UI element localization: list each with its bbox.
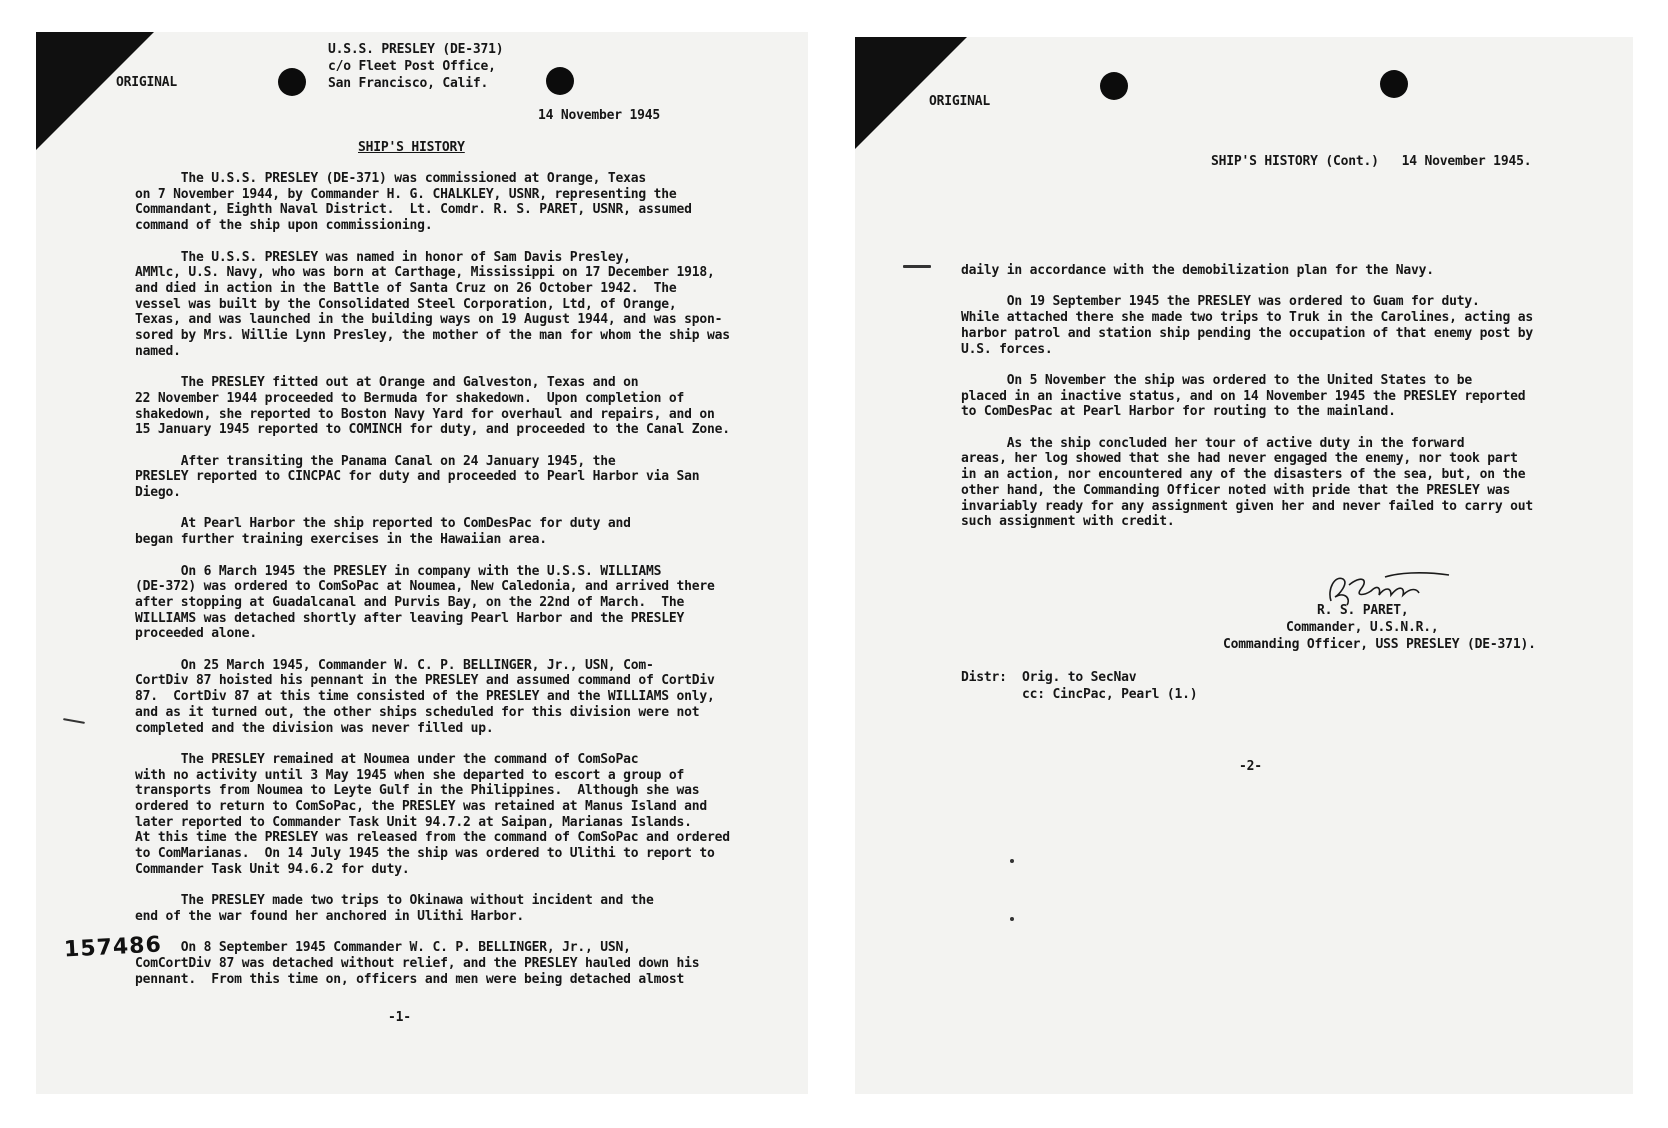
margin-mark [63,718,85,724]
body-line: in an action, nor encountered any of the disasters of the sea, but, on the [961,467,1526,483]
body-line: sored by Mrs. Willie Lynn Presley, the mother of the man for whom the ship was [135,328,730,343]
letterhead-line: c/o Fleet Post Office, [328,59,496,74]
body-line: and as it turned out, the other ships scheduled for this division were not [135,704,700,720]
body-line: Commander Task Unit 94.6.2 for duty. [135,861,410,877]
body-line: The PRESLEY fitted out at Orange and Galveston, Texas and on [135,375,639,391]
body-line: 15 January 1945 reported to COMINCH for duty, and proceeded to the Canal Zone. [135,422,730,438]
document-date: 14 November 1945 [538,108,661,123]
body-line: to ComDesPac at Pearl Harbor for routing to the mainland. [961,404,1396,420]
signature-rank: Commander, U.S.N.R., [1286,620,1439,635]
body-line: shakedown, she reported to Boston Navy Yard for overhaul and repairs, and on [135,406,715,422]
body-line: to ComMarianas. On 14 July 1945 the ship was ordered to Ulithi to report to [135,846,715,862]
body-line: U.S. forces. [961,341,1053,357]
body-line: vessel was built by the Consolidated Steel Corporation, Ltd, of Orange, [135,296,677,312]
body-line: The PRESLEY remained at Noumea under the command of ComSoPac [135,751,639,767]
punch-hole-right [1380,70,1408,98]
body-line: On 19 September 1945 the PRESLEY was ordered to Guam for duty. [961,294,1480,310]
punch-hole-left [1100,72,1128,100]
body-line: 22 November 1944 proceeded to Bermuda for shakedown. Upon completion of [135,390,685,406]
body-line: and died in action in the Battle of Santa Cruz on 26 October 1942. The [135,280,677,296]
document-title: SHIP'S HISTORY [358,140,465,155]
body-line: At this time the PRESLEY was released from the command of ComSoPac and ordered [135,830,730,846]
punch-hole-right [546,67,574,95]
body-line: ordered to return to ComSoPac, the PRESLEY was retained at Manus Island and [135,799,707,814]
body-line: On 25 March 1945, Commander W. C. P. BELLINGER, Jr., USN, Com- [135,657,654,673]
speck [1010,859,1014,863]
body-line: daily in accordance with the demobilization plan for the Navy. [961,263,1434,278]
body-line: Diego. [135,485,181,500]
distribution-line: Distr: Orig. to SecNav [961,670,1137,685]
body-line: Texas, and was launched in the building ways on 19 August 1944, and was spon- [135,312,723,328]
body-line: 87. CortDiv 87 at this time consisted of the PRESLEY and the WILLIAMS only, [135,689,715,705]
body-line: CortDiv 87 hoisted his pennant in the PRESLEY and assumed command of CortDiv [135,673,715,689]
body-line: While attached there she made two trips to Truk in the Carolines, acting as [961,310,1533,326]
body-line: areas, her log showed that she had never engaged the enemy, nor took part [961,451,1518,467]
body-line: After transiting the Panama Canal on 24 January 1945, the [135,453,616,469]
body-line: pennant. From this time on, officers and men were being detached almost [135,971,685,987]
body-line: on 7 November 1944, by Commander H. G. CHALKLEY, USNR, representing the [135,186,677,202]
body-line: end of the war found her anchored in Ulithi Harbor. [135,908,524,924]
body-line: The U.S.S. PRESLEY (DE-371) was commissioned at Orange, Texas [135,171,646,186]
body-line: The U.S.S. PRESLEY was named in honor of Sam Davis Presley, [135,249,631,265]
body-line: named. [135,343,181,359]
page-number: -1- [388,1010,411,1025]
body-line: harbor patrol and station ship pending the occupation of that enemy post by [961,325,1533,341]
body-line: On 5 November the ship was ordered to the United States to be [961,372,1472,388]
speck [1010,917,1014,921]
body-line: proceeded alone. [135,626,258,642]
body-line: command of the ship upon commissioning. [135,218,433,234]
body-line: placed in an inactive status, and on 14 November 1945 the PRESLEY reported [961,388,1526,404]
body-line: other hand, the Commanding Officer noted with pride that the PRESLEY was [961,482,1511,498]
letterhead-line: U.S.S. PRESLEY (DE-371) [328,42,504,57]
continuation-header: SHIP'S HISTORY (Cont.) 14 November 1945. [1211,154,1532,169]
body-line: completed and the division was never filled up. [135,720,494,736]
original-stamp: ORIGINAL [116,75,178,90]
original-stamp: ORIGINAL [929,94,991,109]
body-line: As the ship concluded her tour of active duty in the forward [961,435,1465,451]
body-line: AMMlc, U.S. Navy, who was born at Carthage, Mississippi on 17 December 1918, [135,265,715,281]
letterhead-line: San Francisco, Calif. [328,76,489,91]
body-line: Commandant, Eighth Naval District. Lt. Comdr. R. S. PARET, USNR, assumed [135,202,692,218]
body-line: On 8 September 1945 Commander W. C. P. BELLINGER, Jr., USN, [135,940,631,956]
page-2-body [961,262,1601,562]
document-page-1 [36,32,808,1094]
body-line: On 6 March 1945 the PRESLEY in company with the U.S.S. WILLIAMS [135,563,662,579]
body-line: The PRESLEY made two trips to Okinawa without incident and the [135,893,654,909]
body-line: PRESLEY reported to CINCPAC for duty and proceeded to Pearl Harbor via San [135,469,700,485]
body-line: began further training exercises in the Hawaiian area. [135,532,547,548]
dark-corner [36,32,154,150]
body-line: such assignment with credit. [961,514,1175,530]
document-page-2 [855,37,1633,1094]
handwritten-number: 157486 [63,932,163,963]
body-line: invariably ready for any assignment given her and never failed to carry out [961,498,1533,514]
signature-name: R. S. PARET, [1317,603,1409,618]
body-line: ComCortDiv 87 was detached without relief, and the PRESLEY hauled down his [135,956,700,971]
margin-mark [903,265,931,268]
signature-title: Commanding Officer, USS PRESLEY (DE-371). [1223,637,1536,652]
body-line: with no activity until 3 May 1945 when she departed to escort a group of [135,767,685,783]
body-line: transports from Noumea to Leyte Gulf in the Philippines. Although she was [135,783,700,799]
punch-hole-left [278,68,306,96]
distribution-line: cc: CincPac, Pearl (1.) [961,687,1198,702]
body-line: At Pearl Harbor the ship reported to ComDesPac for duty and [135,516,631,532]
body-line: WILLIAMS was detached shortly after leaving Pearl Harbor and the PRESLEY [135,610,685,626]
body-line: later reported to Commander Task Unit 94.7.2 at Saipan, Marianas Islands. [135,814,692,830]
page-1-body [135,170,795,1010]
body-line: (DE-372) was ordered to ComSoPac at Noumea, New Caledonia, and arrived there [135,579,715,595]
page-number: -2- [1239,759,1262,774]
body-line: after stopping at Guadalcanal and Purvis Bay, on the 22nd of March. The [135,594,685,610]
